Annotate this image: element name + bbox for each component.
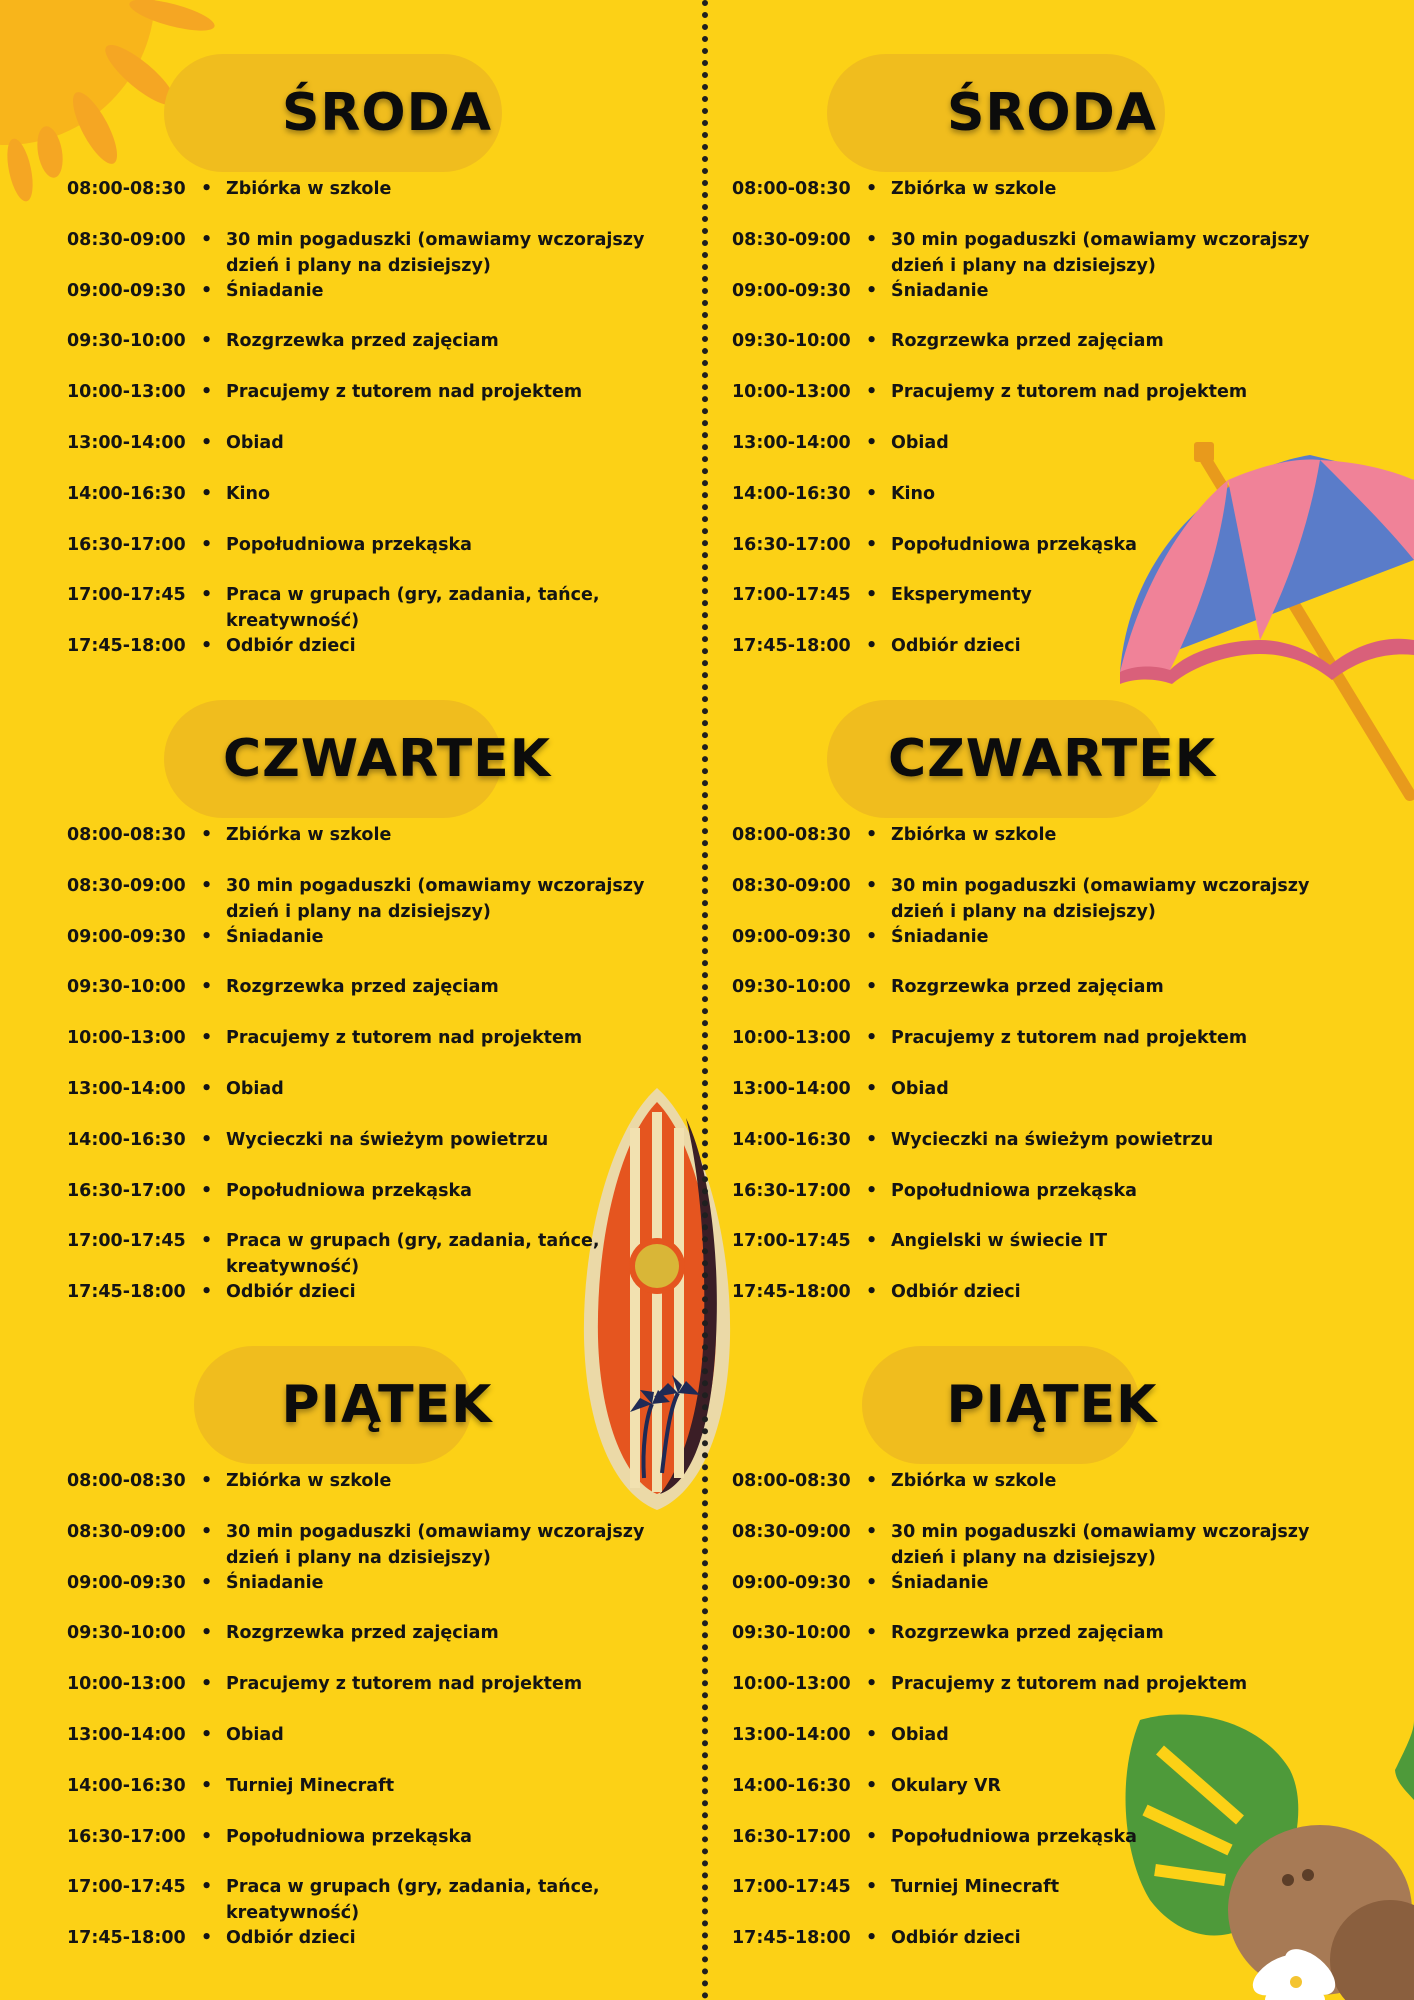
- activity: Rozgrzewka przed zajęciam: [226, 1623, 499, 1644]
- time-range: 16:30-17:00: [732, 1826, 851, 1847]
- time-range: 10:00-13:00: [732, 1028, 851, 1049]
- time-range: 08:30-09:00: [67, 1521, 186, 1542]
- activity: Pracujemy z tutorem nad projektem: [226, 382, 583, 403]
- activity: Śniadanie: [226, 1572, 324, 1593]
- schedule-row: [67, 1773, 707, 1824]
- schedule-row: [732, 1773, 1372, 1824]
- bullet: •: [201, 534, 213, 555]
- bullet: •: [866, 179, 878, 199]
- bullet: •: [201, 1180, 213, 1201]
- time-range: 17:00-17:45: [732, 1877, 851, 1898]
- bullet: •: [866, 1724, 878, 1745]
- time-range: 13:00-14:00: [732, 1724, 851, 1745]
- schedule-row: [67, 1824, 707, 1875]
- time-range: 09:30-10:00: [732, 331, 851, 352]
- activity: Zbiórka w szkole: [891, 179, 1057, 199]
- time-range: 13:00-14:00: [67, 432, 186, 453]
- activity: Rozgrzewka przed zajęciam: [891, 977, 1164, 998]
- schedule-row: [732, 328, 1372, 379]
- schedule-row: [67, 1925, 707, 1976]
- bullet: •: [866, 977, 878, 998]
- time-range: 14:00-16:30: [67, 483, 186, 504]
- activity: Śniadanie: [891, 926, 989, 947]
- schedule-row: [67, 481, 707, 532]
- bullet: •: [201, 1724, 213, 1745]
- activity: Odbiór dzieci: [226, 1282, 356, 1303]
- activity: Pracujemy z tutorem nad projektem: [891, 382, 1248, 403]
- bullet: •: [866, 1826, 878, 1847]
- schedule-row: [732, 1874, 1372, 1925]
- schedule-row: [67, 1722, 707, 1773]
- bullet: •: [201, 1572, 213, 1593]
- schedule-row: [732, 481, 1372, 532]
- activity: Kino: [891, 483, 936, 504]
- activity: Eksperymenty: [891, 585, 1032, 606]
- bullet: •: [201, 875, 213, 896]
- bullet: •: [866, 585, 878, 606]
- bullet: •: [866, 1028, 878, 1049]
- schedule-row: [732, 822, 1372, 873]
- activity: Praca w grupach (gry, zadania, tańce, kreatywność): [226, 585, 600, 632]
- time-range: 09:30-10:00: [732, 1623, 851, 1644]
- bullet: •: [866, 534, 878, 555]
- bullet: •: [866, 1674, 878, 1695]
- activity: 30 min pogaduszki (omawiamy wczorajszy dzień i plany na dzisiejszy): [226, 229, 645, 276]
- bullet: •: [201, 229, 213, 250]
- day-title: CZWARTEK: [222, 729, 552, 789]
- schedule-row: [67, 873, 707, 924]
- time-range: 14:00-16:30: [732, 483, 851, 504]
- activity: Zbiórka w szkole: [226, 179, 392, 199]
- schedule-row: [67, 633, 707, 684]
- time-range: 08:00-08:30: [67, 825, 186, 845]
- schedule-row: [732, 1925, 1372, 1976]
- activity: 30 min pogaduszki (omawiamy wczorajszy dzień i plany na dzisiejszy): [891, 1521, 1310, 1568]
- activity: Rozgrzewka przed zajęciam: [226, 331, 499, 352]
- bullet: •: [201, 636, 213, 657]
- time-range: 16:30-17:00: [67, 534, 186, 555]
- activity: Rozgrzewka przed zajęciam: [226, 977, 499, 998]
- time-range: 08:00-08:30: [732, 179, 851, 199]
- bullet: •: [201, 1471, 213, 1491]
- time-range: 13:00-14:00: [67, 1724, 186, 1745]
- schedule-row: [67, 924, 707, 975]
- bullet: •: [201, 382, 213, 403]
- bullet: •: [201, 331, 213, 352]
- day-block-czwartek: [67, 700, 707, 1330]
- activity: 30 min pogaduszki (omawiamy wczorajszy dzień i plany na dzisiejszy): [226, 875, 645, 922]
- time-range: 08:30-09:00: [67, 875, 186, 896]
- bullet: •: [201, 1282, 213, 1303]
- bullet: •: [866, 1572, 878, 1593]
- time-range: 13:00-14:00: [732, 432, 851, 453]
- activity: Obiad: [891, 1724, 949, 1745]
- schedule-row: [732, 1620, 1372, 1671]
- bullet: •: [866, 1623, 878, 1644]
- time-range: 17:45-18:00: [732, 636, 851, 657]
- schedule-list: [732, 822, 1372, 1330]
- bullet: •: [201, 1826, 213, 1847]
- day-block-sroda: [67, 54, 707, 684]
- day-title: ŚRODA: [281, 83, 493, 143]
- activity: Okulary VR: [891, 1775, 1001, 1796]
- activity: Śniadanie: [226, 926, 324, 947]
- activity: Popołudniowa przekąska: [891, 1180, 1137, 1201]
- bullet: •: [201, 1521, 213, 1542]
- schedule-row: [732, 1279, 1372, 1330]
- schedule-row: [732, 176, 1372, 227]
- bullet: •: [866, 432, 878, 453]
- day-block-piatek: [67, 1346, 707, 1976]
- time-range: 17:00-17:45: [732, 585, 851, 606]
- schedule-row: [732, 430, 1372, 481]
- schedule-row: [67, 1076, 707, 1127]
- schedule-list: [67, 822, 707, 1330]
- time-range: 14:00-16:30: [732, 1129, 851, 1150]
- time-range: 16:30-17:00: [67, 1826, 186, 1847]
- schedule-list: [67, 1468, 707, 1976]
- schedule-list: [67, 176, 707, 684]
- schedule-row: [732, 1076, 1372, 1127]
- bullet: •: [201, 1078, 213, 1099]
- activity: 30 min pogaduszki (omawiamy wczorajszy dzień i plany na dzisiejszy): [891, 875, 1310, 922]
- day-title: CZWARTEK: [887, 729, 1217, 789]
- time-range: 09:00-09:30: [67, 926, 186, 947]
- activity: Odbiór dzieci: [891, 1928, 1021, 1949]
- schedule-row: [732, 1127, 1372, 1178]
- schedule-row: [67, 1570, 707, 1621]
- activity: Popołudniowa przekąska: [226, 1180, 472, 1201]
- bullet: •: [201, 977, 213, 998]
- bullet: •: [866, 1078, 878, 1099]
- activity: Zbiórka w szkole: [226, 1471, 392, 1491]
- time-range: 09:00-09:30: [732, 1572, 851, 1593]
- time-range: 17:45-18:00: [67, 1928, 186, 1949]
- bullet: •: [866, 483, 878, 504]
- activity: Odbiór dzieci: [891, 1282, 1021, 1303]
- bullet: •: [201, 1028, 213, 1049]
- schedule-row: [67, 974, 707, 1025]
- schedule-row: [67, 1025, 707, 1076]
- schedule-row: [732, 227, 1372, 278]
- time-range: 09:30-10:00: [67, 1623, 186, 1644]
- time-range: 10:00-13:00: [732, 1674, 851, 1695]
- activity: Wycieczki na świeżym powietrzu: [891, 1129, 1214, 1150]
- day-block-sroda: [732, 54, 1372, 684]
- bullet: •: [201, 1231, 213, 1252]
- activity: Obiad: [226, 1078, 284, 1099]
- bullet: •: [201, 1928, 213, 1949]
- time-range: 09:00-09:30: [732, 280, 851, 301]
- bullet: •: [201, 585, 213, 606]
- schedule-row: [67, 227, 707, 278]
- time-range: 09:30-10:00: [67, 331, 186, 352]
- schedule-row: [67, 1519, 707, 1570]
- bullet: •: [201, 1129, 213, 1150]
- bullet: •: [866, 636, 878, 657]
- activity: Turniej Minecraft: [891, 1877, 1060, 1898]
- time-range: 10:00-13:00: [67, 1028, 186, 1049]
- schedule-row: [67, 1620, 707, 1671]
- bullet: •: [866, 1877, 878, 1898]
- day-title: PIĄTEK: [281, 1375, 493, 1435]
- schedule-row: [732, 1722, 1372, 1773]
- bullet: •: [866, 382, 878, 403]
- time-range: 08:30-09:00: [732, 1521, 851, 1542]
- schedule-row: [732, 1228, 1372, 1279]
- time-range: 08:30-09:00: [67, 229, 186, 250]
- time-range: 17:45-18:00: [67, 1282, 186, 1303]
- activity: Praca w grupach (gry, zadania, tańce, kreatywność): [226, 1231, 600, 1278]
- time-range: 08:30-09:00: [732, 229, 851, 250]
- activity: Popołudniowa przekąska: [226, 534, 472, 555]
- time-range: 13:00-14:00: [732, 1078, 851, 1099]
- schedule-row: [67, 1228, 707, 1279]
- activity: Pracujemy z tutorem nad projektem: [226, 1028, 583, 1049]
- time-range: 17:00-17:45: [732, 1231, 851, 1252]
- bullet: •: [866, 280, 878, 301]
- bullet: •: [866, 1928, 878, 1949]
- time-range: 13:00-14:00: [67, 1078, 186, 1099]
- schedule-row: [67, 582, 707, 633]
- schedule-row: [732, 1570, 1372, 1621]
- schedule-row: [67, 532, 707, 583]
- time-range: 17:45-18:00: [732, 1928, 851, 1949]
- time-range: 08:30-09:00: [732, 875, 851, 896]
- day-title: PIĄTEK: [946, 1375, 1158, 1435]
- activity: Praca w grupach (gry, zadania, tańce, kreatywność): [226, 1877, 600, 1924]
- activity: Obiad: [891, 1078, 949, 1099]
- schedule-row: [732, 379, 1372, 430]
- activity: Obiad: [226, 1724, 284, 1745]
- schedule-list: [732, 176, 1372, 684]
- time-range: 17:00-17:45: [67, 1231, 186, 1252]
- time-range: 09:00-09:30: [732, 926, 851, 947]
- schedule-row: [67, 328, 707, 379]
- activity: Angielski w świecie IT: [891, 1231, 1108, 1252]
- bullet: •: [201, 483, 213, 504]
- activity: Turniej Minecraft: [226, 1775, 395, 1796]
- activity: 30 min pogaduszki (omawiamy wczorajszy dzień i plany na dzisiejszy): [226, 1521, 645, 1568]
- activity: Obiad: [226, 432, 284, 453]
- activity: Pracujemy z tutorem nad projektem: [891, 1674, 1248, 1695]
- schedule-row: [732, 1824, 1372, 1875]
- bullet: •: [866, 926, 878, 947]
- activity: Zbiórka w szkole: [891, 1471, 1057, 1491]
- bullet: •: [201, 1877, 213, 1898]
- bullet: •: [866, 1129, 878, 1150]
- activity: Zbiórka w szkole: [226, 825, 392, 845]
- schedule-row: [732, 873, 1372, 924]
- schedule-row: [67, 1178, 707, 1229]
- time-range: 08:00-08:30: [67, 1471, 186, 1491]
- time-range: 10:00-13:00: [67, 382, 186, 403]
- schedule-row: [732, 1178, 1372, 1229]
- bullet: •: [866, 1180, 878, 1201]
- day-title: ŚRODA: [946, 83, 1158, 143]
- time-range: 16:30-17:00: [67, 1180, 186, 1201]
- time-range: 09:00-09:30: [67, 1572, 186, 1593]
- bullet: •: [866, 1282, 878, 1303]
- schedule-row: [732, 1671, 1372, 1722]
- activity: Popołudniowa przekąska: [226, 1826, 472, 1847]
- time-range: 16:30-17:00: [732, 1180, 851, 1201]
- activity: 30 min pogaduszki (omawiamy wczorajszy dzień i plany na dzisiejszy): [891, 229, 1310, 276]
- time-range: 17:45-18:00: [732, 1282, 851, 1303]
- time-range: 09:00-09:30: [67, 280, 186, 301]
- schedule-row: [67, 176, 707, 227]
- time-range: 14:00-16:30: [732, 1775, 851, 1796]
- schedule-row: [67, 278, 707, 329]
- activity: Obiad: [891, 432, 949, 453]
- bullet: •: [866, 1775, 878, 1796]
- schedule-row: [67, 822, 707, 873]
- time-range: 08:00-08:30: [732, 1471, 851, 1491]
- bullet: •: [201, 280, 213, 301]
- bullet: •: [866, 875, 878, 896]
- time-range: 14:00-16:30: [67, 1129, 186, 1150]
- schedule-row: [732, 278, 1372, 329]
- activity: Śniadanie: [891, 1572, 989, 1593]
- bullet: •: [201, 1674, 213, 1695]
- schedule-list: [732, 1468, 1372, 1976]
- activity: Śniadanie: [226, 280, 324, 301]
- time-range: 14:00-16:30: [67, 1775, 186, 1796]
- time-range: 09:30-10:00: [732, 977, 851, 998]
- activity: Zbiórka w szkole: [891, 825, 1057, 845]
- day-block-czwartek: [732, 700, 1372, 1330]
- day-block-piatek: [732, 1346, 1372, 1976]
- schedule-row: [732, 1025, 1372, 1076]
- time-range: 08:00-08:30: [732, 825, 851, 845]
- bullet: •: [201, 1775, 213, 1796]
- schedule-row: [67, 1671, 707, 1722]
- schedule-row: [67, 1127, 707, 1178]
- time-range: 10:00-13:00: [732, 382, 851, 403]
- schedule-row: [67, 1468, 707, 1519]
- time-range: 08:00-08:30: [67, 179, 186, 199]
- bullet: •: [866, 1521, 878, 1542]
- bullet: •: [201, 1623, 213, 1644]
- activity: Rozgrzewka przed zajęciam: [891, 1623, 1164, 1644]
- schedule-row: [732, 924, 1372, 975]
- time-range: 10:00-13:00: [67, 1674, 186, 1695]
- time-range: 17:00-17:45: [67, 1877, 186, 1898]
- schedule-row: [732, 974, 1372, 1025]
- activity: Odbiór dzieci: [226, 1928, 356, 1949]
- time-range: 17:00-17:45: [67, 585, 186, 606]
- schedule-row: [732, 1519, 1372, 1570]
- bullet: •: [201, 825, 213, 845]
- activity: Popołudniowa przekąska: [891, 1826, 1137, 1847]
- schedule-row: [67, 1279, 707, 1330]
- time-range: 17:45-18:00: [67, 636, 186, 657]
- schedule-row: [732, 1468, 1372, 1519]
- bullet: •: [866, 1471, 878, 1491]
- activity: Rozgrzewka przed zajęciam: [891, 331, 1164, 352]
- bullet: •: [866, 1231, 878, 1252]
- activity: Wycieczki na świeżym powietrzu: [226, 1129, 549, 1150]
- schedule-row: [67, 379, 707, 430]
- activity: Odbiór dzieci: [226, 636, 356, 657]
- activity: Pracujemy z tutorem nad projektem: [891, 1028, 1248, 1049]
- activity: Pracujemy z tutorem nad projektem: [226, 1674, 583, 1695]
- bullet: •: [201, 432, 213, 453]
- activity: Odbiór dzieci: [891, 636, 1021, 657]
- bullet: •: [201, 179, 213, 199]
- schedule-row: [732, 532, 1372, 583]
- bullet: •: [866, 825, 878, 845]
- activity: Śniadanie: [891, 280, 989, 301]
- time-range: 16:30-17:00: [732, 534, 851, 555]
- bullet: •: [201, 926, 213, 947]
- bullet: •: [866, 229, 878, 250]
- activity: Kino: [226, 483, 271, 504]
- time-range: 09:30-10:00: [67, 977, 186, 998]
- bullet: •: [866, 331, 878, 352]
- schedule-row: [732, 582, 1372, 633]
- schedule-row: [732, 633, 1372, 684]
- schedule-row: [67, 1874, 707, 1925]
- schedule-row: [67, 430, 707, 481]
- activity: Popołudniowa przekąska: [891, 534, 1137, 555]
